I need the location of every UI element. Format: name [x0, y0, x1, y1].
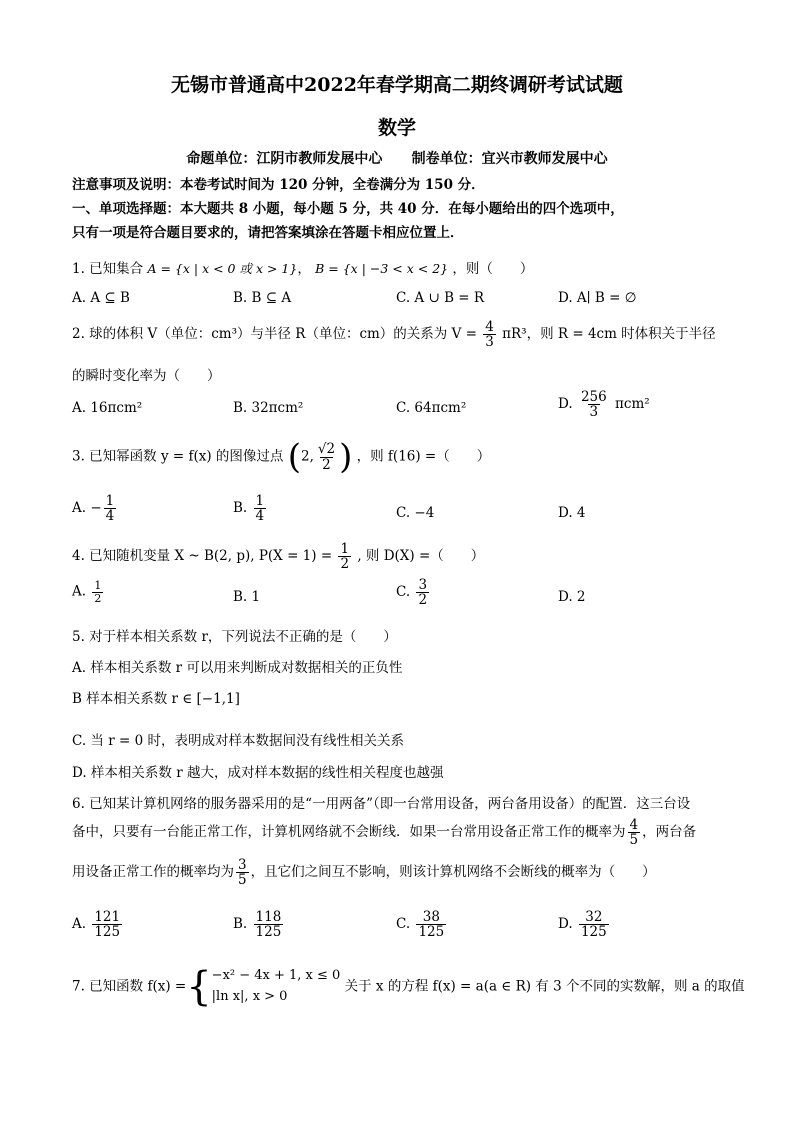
- q6-option-a[interactable]: A. $\frac{121}{125}$: [72, 909, 121, 941]
- q7-piecewise: −x² − 4x + 1, x ≤ 0 |ln x|, x > 0: [211, 968, 341, 1004]
- q3-point: 2,: [300, 448, 314, 465]
- q1-text: 1. 已知集合: [72, 261, 144, 277]
- q5-option-d[interactable]: D. 样本相关系数 r 越大，成对样本数据的线性相关程度也越强: [72, 765, 444, 781]
- q7-text-b: 关于 x 的方程 f(x) = a(a ∈ R) 有 3 个不同的实数解，则 a 的取值: [344, 978, 745, 995]
- q6-option-b[interactable]: B. $\frac{118}{125}$: [233, 909, 282, 941]
- q2-option-d[interactable]: D. $\frac{256}{3}$ πcm²: [558, 389, 650, 421]
- q3-option-d[interactable]: D. 4: [558, 505, 586, 521]
- subject-title: 数学: [377, 117, 416, 139]
- question-6-stem: 6. 已知某计算机网络的服务器采用的是“一用两备”（即一台常用设备，两台备用设备）的配置．这三台设: [72, 796, 691, 812]
- q1-option-a[interactable]: A. A ⊆ B: [72, 290, 130, 306]
- q3-option-a[interactable]: A. − $\frac{1}{4}$: [72, 493, 115, 525]
- q3-text: 3. 已知幂函数 y = f(x) 的图像过点: [72, 448, 284, 465]
- question-2-stem-cont: 的瞬时变化率为（ ）: [72, 368, 221, 384]
- q6-option-c[interactable]: C. $\frac{38}{125}$: [396, 909, 445, 941]
- q4-text-b: , 则 D(X) =（ ）: [357, 548, 485, 565]
- q3-option-c[interactable]: C. −4: [396, 505, 435, 521]
- q1-option-c[interactable]: C. A ∪ B = R: [396, 290, 485, 306]
- section-heading-cont: 只有一项是符合题目要求的，请把答案填涂在答题卡相应位置上．: [72, 225, 464, 241]
- question-6-stem-2: 备中，只要有一台能正常工作，计算机网络就不会断线．如果一台常用设备正常工作的概率为 $\frac{4}{5}$ ，两台备: [72, 817, 697, 849]
- q5-option-a[interactable]: A. 样本相关系数 r 可以用来判断成对数据相关的正负性: [72, 660, 403, 676]
- q3-text-b: ，则 f(16) =（ ）: [356, 448, 491, 465]
- q1-set-b: B = {x | −3 < x < 2}: [315, 261, 449, 276]
- question-1-stem: [72, 257, 734, 277]
- section-heading: 一、单项选择题：本大题共 8 小题，每小题 5 分，共 40 分．在每小题给出的四个选项中，: [72, 201, 624, 217]
- q5-option-c[interactable]: C. 当 r = 0 时，表明成对样本数据间没有线性相关关系: [72, 733, 404, 749]
- q2-option-a[interactable]: A. 16πcm²: [72, 400, 143, 416]
- notes-line: 注意事项及说明：本卷考试时间为 120 分钟，全卷满分为 150 分．: [72, 177, 485, 193]
- q2-text: 2. 球的体积 V（单位：cm³）与半径 R（单位：cm）的关系为 V =: [72, 326, 477, 343]
- question-5-stem: 5. 对于样本相关系数 r，下列说法不正确的是（ ）: [72, 629, 397, 645]
- question-7-stem: 7. 已知函数 f(x) ={ −x² − 4x + 1, x ≤ 0 |ln x|, x > 0 关于 x 的方程 f(x) = a(a ∈ R) 有 3 个不同的实数解，则 a 的取值: [72, 963, 745, 1010]
- q4-text: 4. 已知随机变量 X ~ B(2, p), P(X = 1) =: [72, 548, 333, 565]
- q6-option-d[interactable]: D. $\frac{32}{125}$: [558, 909, 607, 941]
- q1-text-end: ，则（ ）: [452, 261, 534, 277]
- q1-option-b[interactable]: B. B ⊆ A: [233, 290, 292, 306]
- q2-fraction: $\frac{4}{3}$: [485, 319, 494, 351]
- question-2-stem: [72, 320, 734, 349]
- q1-set-a: A = {x | x < 0 或 x > 1}: [147, 261, 298, 276]
- q4-option-d[interactable]: D. 2: [558, 589, 586, 605]
- q7-text: 7. 已知函数 f(x) =: [72, 978, 187, 995]
- question-3-stem: 3. 已知幂函数 y = f(x) 的图像过点 (2, $\frac{√2}{2}$ ) ，则 f(16) =（ ）: [72, 437, 491, 477]
- q4-option-b[interactable]: B. 1: [233, 589, 261, 605]
- q5-option-b[interactable]: B 样本相关系数 r ∈ [−1,1]: [72, 691, 240, 707]
- q2-option-b[interactable]: B. 32πcm²: [233, 400, 304, 416]
- q1-separator: ，: [297, 261, 311, 277]
- q4-option-c[interactable]: C. $\frac{3}{2}$: [396, 577, 428, 609]
- question-4-stem: 4. 已知随机变量 X ~ B(2, p), P(X = 1) = $\frac{1}{2}$ , 则 D(X) =（ ）: [72, 541, 485, 573]
- author-units: 命题单位：江阴市教师发展中心 制卷单位：宜兴市教师发展中心: [186, 151, 608, 167]
- q2-text-b: πR³，则 R = 4cm 时体积关于半径: [502, 326, 716, 343]
- q2-option-c[interactable]: C. 64πcm²: [396, 400, 467, 416]
- exam-title: 无锡市普通高中2022年春学期高二期终调研考试试题: [171, 74, 623, 96]
- q3-option-b[interactable]: B. $\frac{1}{4}$: [233, 493, 265, 525]
- question-6-stem-3: 用设备正常工作的概率均为 $\frac{3}{5}$ ，且它们之间互不影响，则该计算机网络不会断线的概率为（ ）: [72, 857, 656, 889]
- q1-option-d[interactable]: D. A∣ B = ∅: [558, 290, 637, 306]
- q4-option-a[interactable]: A. $\frac{1}{2}$: [72, 579, 102, 605]
